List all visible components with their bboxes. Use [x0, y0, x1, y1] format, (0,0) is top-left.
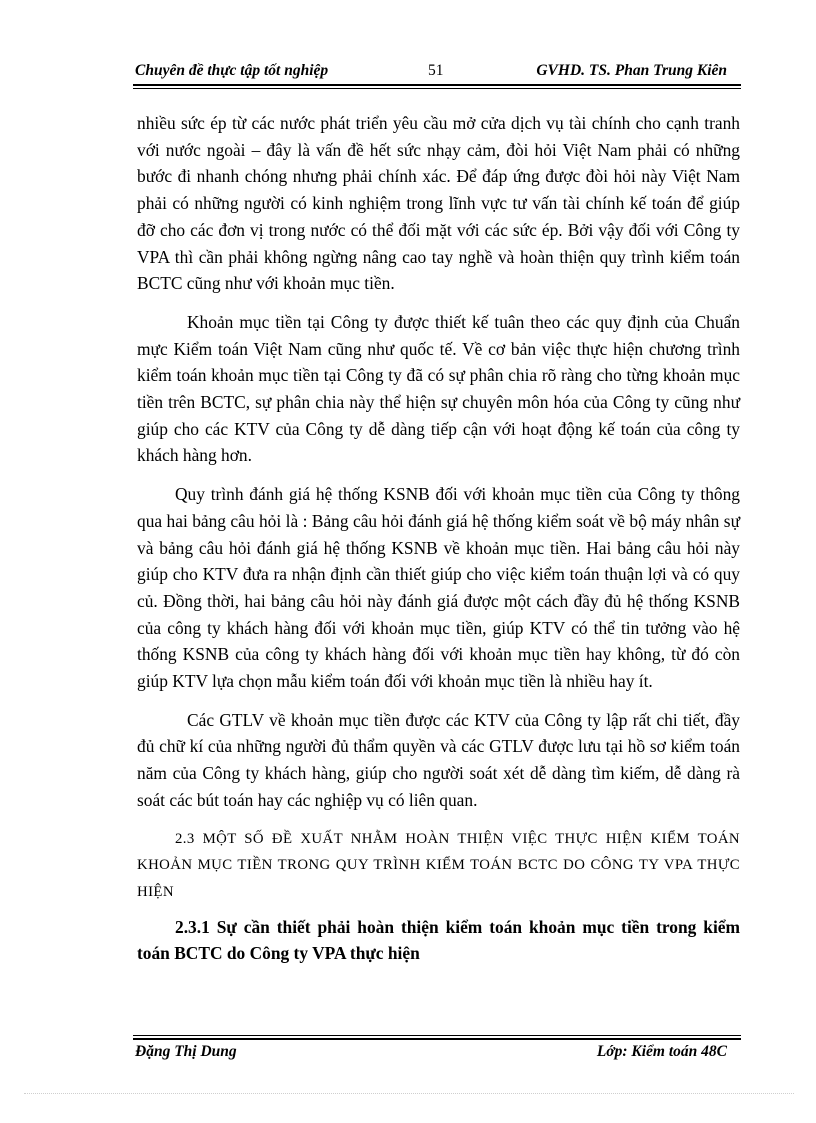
page-footer — [133, 1043, 741, 1067]
header-title: Chuyên đề thực tập tốt nghiệp — [135, 62, 329, 79]
page-number: 51 — [428, 62, 444, 79]
footer-author: Đặng Thị Dung — [135, 1043, 237, 1060]
paragraph-2: Khoản mục tiền tại Công ty được thiết kế tuân theo các quy định của Chuẩn mực Kiểm toán Việt Nam cũng như quốc tế. Về cơ bản việc thực hiện chương trình kiểm toán khoản mục tiền tại Công ty đã có sự phân chia rõ ràng cho từng khoản mục tiền trên BCTC, sự phân chia này thể hiện sự chuyên môn hóa của Công ty cũng như giúp cho các KTV của Công ty dễ dàng tiếp cận với hoạt động kế toán của công ty khách hàng hơn. — [137, 311, 740, 466]
paragraph-3: Quy trình đánh giá hệ thống KSNB đối với khoản mục tiền của Công ty thông qua hai bảng câu hỏi là : Bảng câu hỏi đánh giá hệ thống kiểm soát về bộ máy nhân sự và bảng câu hỏi đánh giá hệ thống KSNB về khoản mục tiền. Hai bảng câu hỏi này giúp cho KTV đưa ra nhận định cần thiết giúp cho việc kiểm toán thuận lợi và có quy củ. Đồng thời, hai bảng câu hỏi này đánh giá được một cách đầy đủ hệ thống KSNB của công ty khách hàng đối với khoản mục tiền, giúp KTV có thể tin tưởng vào hệ thống KSNB của công ty khách hàng đối với khoản mục tiền hay không, từ đó còn giúp KTV lựa chọn mẫu kiểm toán đối với khoản mục tiền là nhiều hay ít. — [137, 484, 740, 692]
page-edge-dots — [24, 1093, 794, 1094]
header-rule-thin — [133, 88, 741, 89]
footer-rule-thin — [133, 1035, 741, 1036]
footer-class: Lớp: Kiểm toán 48C — [596, 1043, 727, 1060]
paragraph-1: nhiều sức ép từ các nước phát triển yêu cầu mở cửa dịch vụ tài chính cho cạnh tranh với nước ngoài – đây là vấn đề hết sức nhạy cảm, đòi hỏi Việt Nam phải có những bước đi nhanh chóng nhưng phải chính xác. Để đáp ứng được đòi hỏi này Việt Nam phải có những người có kinh nghiệm trong lĩnh vực tư vấn tài chính kế toán để giúp đỡ cho các đơn vị trong nước có thể đối mặt với các sức ép. Bởi vậy đối với Công ty VPA thì cần phải không ngừng nâng cao tay nghề và hoàn thiện quy trình kiểm toán BCTC cũng như với khoản mục tiền. — [137, 113, 740, 294]
section-heading: 2.3 MỘT SỐ ĐỀ XUẤT NHẰM HOÀN THIỆN VIỆC THỰC HIỆN KIỂM TOÁN KHOẢN MỤC TIỀN TRONG QUY TRÌNH KIỂM TOÁN BCTC DO CÔNG TY VPA THỰC HIỆN — [137, 830, 740, 900]
page-header — [133, 58, 741, 84]
header-rule-thick — [133, 84, 741, 86]
subsection-heading: 2.3.1 Sự cần thiết phải hoàn thiện kiểm toán khoản mục tiền trong kiểm toán BCTC do Công ty VPA thực hiện — [137, 916, 740, 964]
header-advisor: GVHD. TS. Phan Trung Kiên — [536, 62, 727, 79]
footer-rule-thick — [133, 1038, 741, 1040]
body-text — [137, 110, 740, 979]
paragraph-4: Các GTLV về khoản mục tiền được các KTV của Công ty lập rất chi tiết, đầy đủ chữ kí của những người đủ thẩm quyền và các GTLV được lưu tại hồ sơ kiểm toán năm của Công ty khách hàng, giúp cho người soát xét dễ dàng tìm kiếm, dễ dàng rà soát các bút toán hay các nghiệp vụ có liên quan. — [137, 709, 740, 810]
